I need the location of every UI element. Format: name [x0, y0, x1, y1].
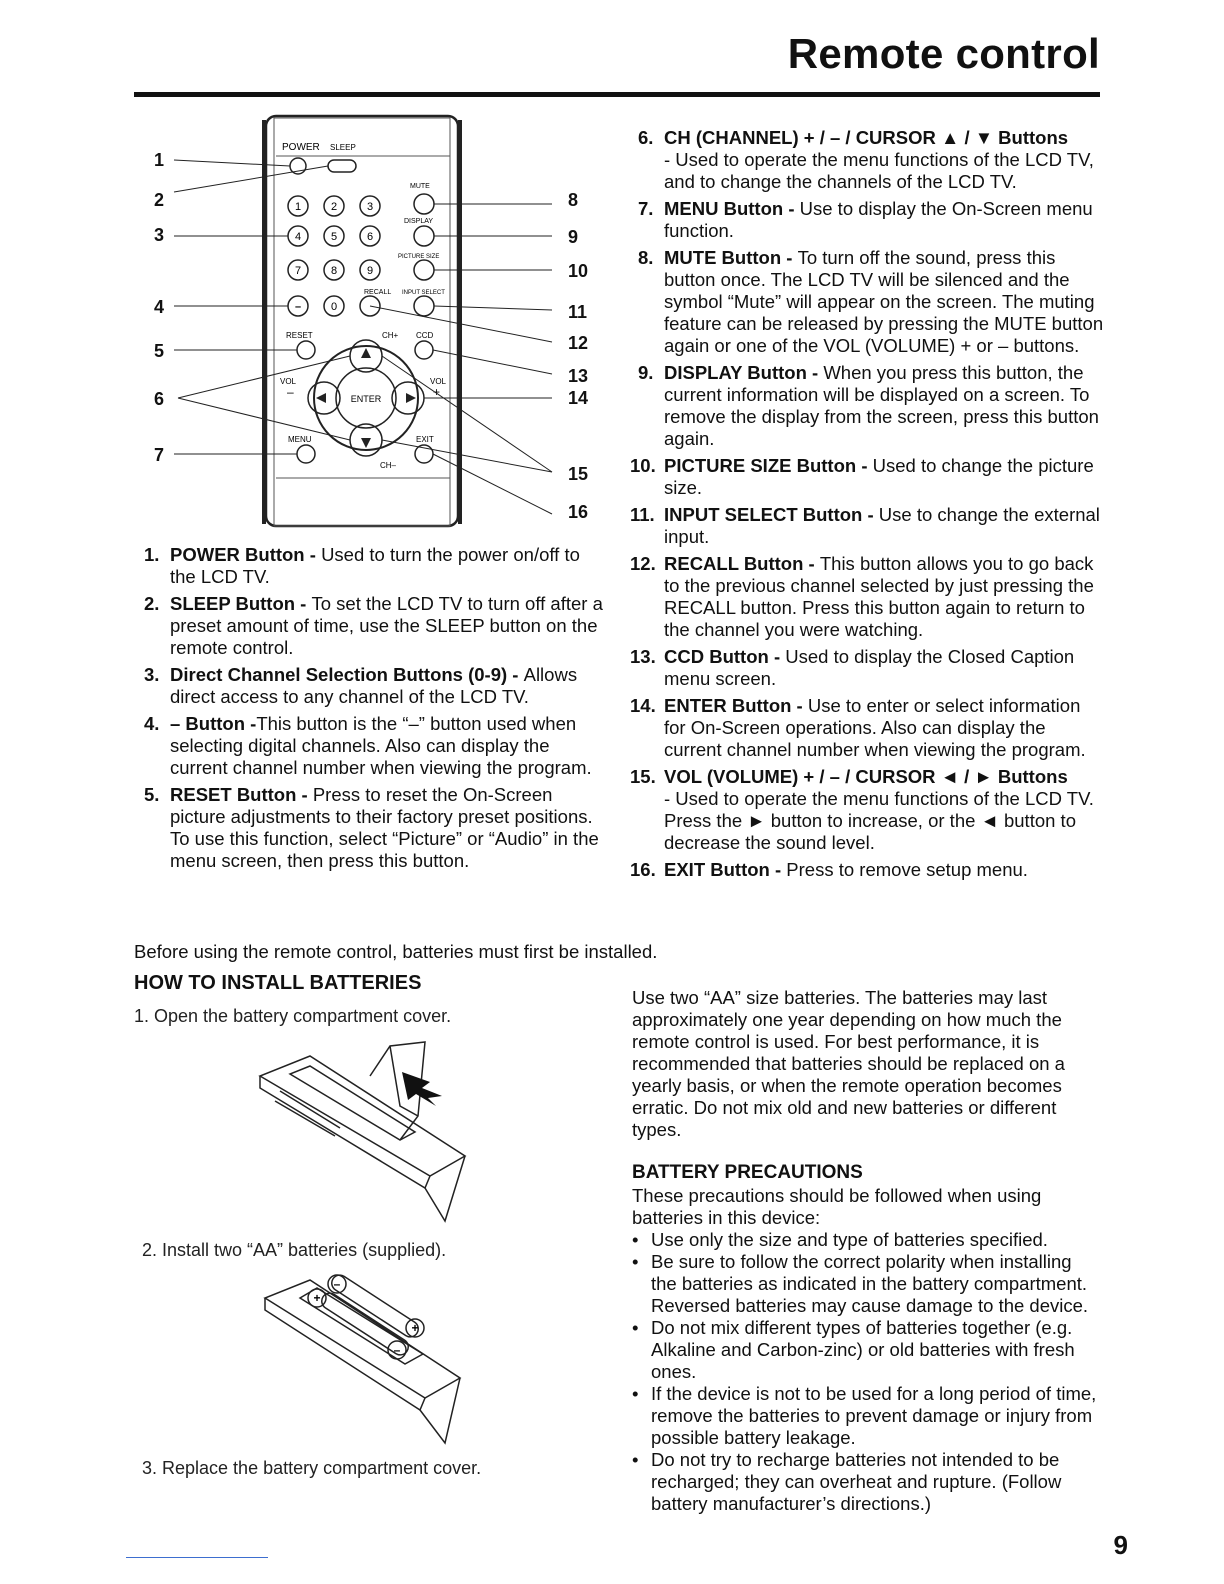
page-title: Remote control [787, 30, 1100, 77]
enter-label: ENTER [350, 394, 382, 404]
item-text: Used to display the Closed Caption menu screen. [664, 646, 1075, 689]
item-number: 8. [638, 247, 654, 268]
digit-0: 0 [330, 301, 338, 313]
batteries-intro: Before using the remote control, batteries must first be installed. [134, 941, 658, 962]
callout-3: 3 [154, 225, 165, 245]
precautions-list [632, 1229, 1102, 1515]
list-item [630, 859, 1104, 881]
label-input-select: INPUT SELECT [402, 290, 445, 296]
list-item [140, 784, 610, 872]
list-item [630, 695, 1104, 761]
callout-10: 10 [568, 261, 589, 281]
label-picture-size: PICTURE SIZE [398, 254, 440, 260]
open-cover-illustration [250, 1036, 490, 1226]
callout-14: 14 [568, 388, 589, 408]
list-item: • Use only the size and type of batteries specified. [632, 1229, 1102, 1251]
item-title: ENTER Button - [664, 695, 808, 716]
callout-1: 1 [154, 150, 165, 170]
item-number: 5. [144, 784, 160, 805]
callout-13: 13 [568, 366, 589, 386]
item-number: 6. [638, 127, 654, 148]
list-item: • Do not mix different types of batteries together (e.g. Alkaline and Carbon-zinc) or old batteries with fresh ones. [632, 1317, 1102, 1383]
list-item [630, 553, 1104, 641]
digit-5: 5 [330, 231, 338, 243]
item-title: INPUT SELECT Button - [664, 504, 879, 525]
label-vol-left: VOL [280, 377, 297, 386]
digit-3: 3 [366, 201, 374, 213]
install-batteries-heading: HOW TO INSTALL BATTERIES [134, 972, 422, 994]
vol-minus-label: – [287, 385, 294, 399]
item-text: Use to enter or select information for On-Screen operations. Also can display the current channel number when viewing the program. [664, 695, 1086, 760]
label-power: POWER [282, 142, 320, 153]
item-number: 9. [638, 362, 654, 383]
item-title: SLEEP Button - [170, 593, 312, 614]
remote-illustration [140, 110, 620, 530]
item-number: 16. [630, 859, 656, 880]
item-number: 7. [638, 198, 654, 219]
item-text: Used to change the picture size. [664, 455, 1094, 498]
svg-text:+: + [313, 1291, 321, 1305]
step-2: 2. Install two “AA” batteries (supplied). [142, 1240, 447, 1260]
item-number: 10. [630, 455, 656, 476]
list-item [140, 593, 610, 659]
list-item: • Be sure to follow the correct polarity when installing the batteries as indicated in the battery compartment. Reversed batteries may cause damage to the device. [632, 1251, 1102, 1317]
item-title: – Button - [170, 713, 257, 734]
label-ccd: CCD [416, 331, 434, 340]
item-number: 11. [630, 504, 655, 525]
digit-1: 1 [294, 201, 302, 213]
vol-plus-label: + [433, 385, 441, 399]
list-item [140, 544, 610, 588]
callout-15: 15 [568, 464, 589, 484]
label-reset: RESET [286, 331, 313, 340]
item-title: POWER Button - [170, 544, 322, 565]
label-sleep: SLEEP [330, 143, 356, 152]
footer-line [126, 1557, 268, 1558]
item-title: DISPLAY Button - [664, 362, 824, 383]
item-title: CH (CHANNEL) + / – / CURSOR ▲ / ▼ Buttons [664, 127, 1069, 148]
callout-8: 8 [568, 190, 579, 210]
label-recall: RECALL [364, 289, 392, 296]
item-title: CCD Button - [664, 646, 786, 667]
precautions-intro: These precautions should be followed when using batteries in this device: [632, 1185, 1042, 1228]
item-title: RECALL Button - [664, 553, 820, 574]
item-title: VOL (VOLUME) + / – / CURSOR ◄ / ► Buttons [664, 766, 1068, 787]
label-ch-minus: CH– [380, 461, 397, 470]
label-ch-plus: CH+ [382, 331, 399, 340]
svg-text:–: – [393, 1343, 401, 1357]
callout-6: 6 [154, 389, 165, 409]
list-item [630, 766, 1104, 854]
item-number: 13. [630, 646, 656, 667]
item-title: RESET Button - [170, 784, 313, 805]
item-title: Direct Channel Selection Buttons (0-9) - [170, 664, 524, 685]
digit-2: 2 [330, 201, 338, 213]
item-number: 14. [630, 695, 656, 716]
button-list-left [140, 544, 610, 877]
list-item [634, 127, 1104, 193]
item-text: - Used to operate the menu functions of the LCD TV, and to change the channels of the LCD TV. [664, 149, 1094, 192]
step-3: 3. Replace the battery compartment cover. [142, 1458, 482, 1478]
install-batteries-illustration [255, 1268, 475, 1448]
callout-5: 5 [154, 341, 165, 361]
button-list-right [630, 127, 1104, 886]
item-text: When you press this button, the current information will be displayed on a screen. To remove the display from the screen, press this button again. [664, 362, 1099, 449]
item-title: EXIT Button - [664, 859, 787, 880]
callout-2: 2 [154, 190, 165, 210]
remote-diagram [140, 110, 620, 530]
title-rule [134, 92, 1100, 97]
item-number: 4. [144, 713, 160, 734]
item-number: 15. [630, 766, 656, 787]
page-number: 9 [1113, 1530, 1128, 1560]
step-1: 1. Open the battery compartment cover. [134, 1006, 452, 1026]
item-text: To set the LCD TV to turn off after a preset amount of time, use the SLEEP button on the remote control. [170, 593, 603, 658]
item-number: 2. [144, 593, 160, 614]
item-text: Allows direct access to any channel of the LCD TV. [170, 664, 578, 707]
list-item [140, 664, 610, 708]
list-item [634, 198, 1104, 242]
list-item: • If the device is not to be used for a long period of time, remove the batteries to prevent damage or injury from possible battery leakage. [632, 1383, 1102, 1449]
callout-16: 16 [568, 502, 589, 522]
item-number: 1. [144, 544, 160, 565]
label-vol-right: VOL [430, 377, 447, 386]
item-number: 3. [144, 664, 160, 685]
digit-8: 8 [330, 265, 338, 277]
digit-4: 4 [294, 231, 302, 243]
label-display: DISPLAY [404, 218, 434, 225]
callout-7: 7 [154, 445, 165, 465]
callout-12: 12 [568, 333, 589, 353]
battery-usage-text: Use two “AA” size batteries. The batteries may last approximately one year depending on how much the remote control is used. For best performance, it is recommended that batteries should be replaced on a yearly basis, or when the remote operation becomes erratic. Do not mix old and new batteries or different types. [632, 987, 1065, 1140]
item-text: This button allows you to go back to the previous channel selected by just pressing the RECALL button. Press this button again to return to the channel you were watching. [664, 553, 1094, 640]
item-text: This button is the “–” button used when selecting digital channels. Also can display the current channel number when viewing the program. [170, 713, 592, 778]
svg-text:–: – [333, 1277, 341, 1291]
svg-text:+: + [411, 1321, 419, 1335]
label-exit: EXIT [416, 435, 434, 444]
item-text: Used to turn the power on/off to the LCD TV. [170, 544, 580, 587]
item-text: - Used to operate the menu functions of the LCD TV. Press the ► button to increase, or the ◄ button to decrease the sound level. [664, 788, 1094, 853]
list-item [140, 713, 610, 779]
digit-7: 7 [294, 265, 302, 277]
item-text: Press to reset the On-Screen picture adjustments to their factory preset positions. To use this function, select “Picture” or “Audio” in the menu screen, then press this button. [170, 784, 599, 871]
list-item [634, 362, 1104, 450]
item-text: Use to display the On-Screen menu function. [664, 198, 1093, 241]
list-item [634, 247, 1104, 357]
item-number: 12. [630, 553, 656, 574]
callout-4: 4 [154, 297, 165, 317]
digit-9: 9 [366, 265, 374, 277]
dash-button-label: – [294, 301, 302, 313]
list-item [630, 455, 1104, 499]
callout-9: 9 [568, 227, 579, 247]
label-mute: MUTE [410, 183, 430, 190]
item-text: Press to remove setup menu. [786, 859, 1028, 880]
label-menu: MENU [288, 435, 312, 444]
item-title: MUTE Button - [664, 247, 798, 268]
item-text: To turn off the sound, press this button once. The LCD TV will be silenced and the symbol “Mute” will appear on the screen. The muting feature can be released by pressing the MUTE button again or one of the VOL (VOLUME) + or – buttons. [664, 247, 1104, 356]
item-title: MENU Button - [664, 198, 800, 219]
sleep-button[interactable] [328, 160, 356, 172]
digit-6: 6 [366, 231, 374, 243]
item-title: PICTURE SIZE Button - [664, 455, 873, 476]
list-item: • Do not try to recharge batteries not intended to be recharged; they can overheat and rupture. (Follow battery manufacturer’s directions.) [632, 1449, 1102, 1515]
list-item [630, 504, 1104, 548]
precautions-heading: BATTERY PRECAUTIONS [632, 1162, 863, 1183]
list-item [630, 646, 1104, 690]
callout-11: 11 [568, 302, 588, 322]
item-text: Use to change the external input. [664, 504, 1100, 547]
